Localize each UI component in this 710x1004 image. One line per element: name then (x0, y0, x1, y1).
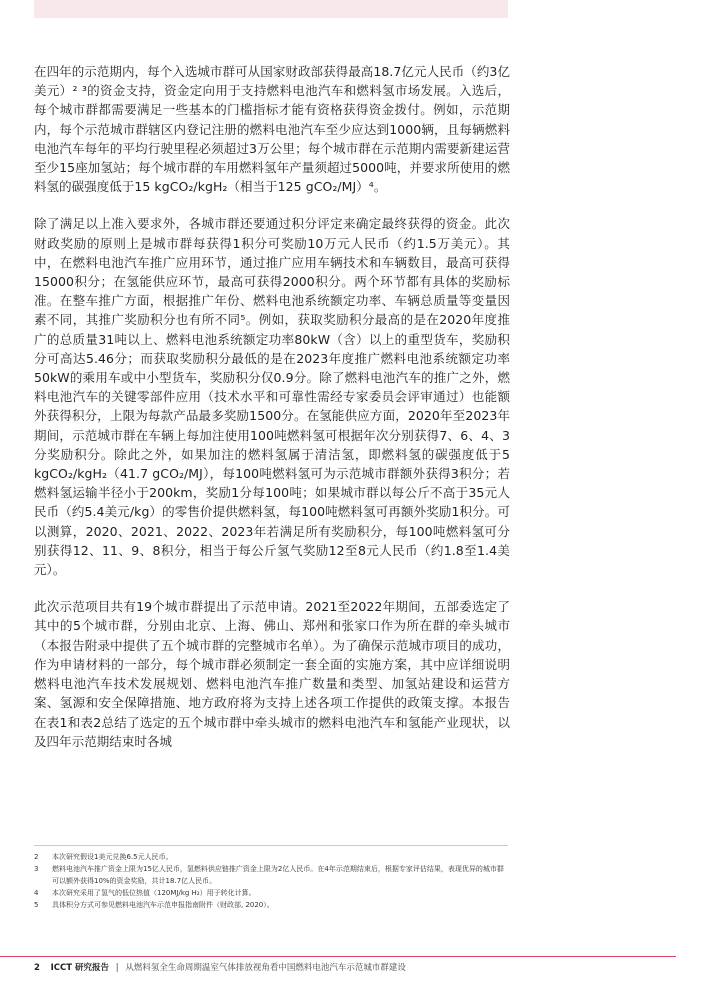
report-title: 从燃料氢全生命周期温室气体排放视角看中国燃料电池汽车示范城市群建设 (125, 963, 406, 973)
footnote-number: 4 (34, 889, 39, 897)
paragraph: 在四年的示范期内，每个入选城市群可从国家财政部获得最高18.7亿元人民币（约3亿美元）² ³的资金支持，资金定向用于支持燃料电池汽车和燃料氢市场发展。入选后，每个城市群都需要满足一些基本的门槛指标才能有资格获得资金拨付。例如，示范期内，每个示范城市群辖区内登记注册的燃料电池汽车至少应达到1000辆，且每辆燃料电池汽车每年的平均行驶里程必须超过3万公里；每个城市群在示范期内需要新建运营至少15座加氢站；每个城市群的车用燃料氢年产量须超过5000吨，并要求所使用的燃料氢的碳强度低于15 kgCO₂/kgH₂（相当于125 gCO₂/MJ）⁴。 (34, 64, 510, 195)
paragraph: 除了满足以上准入要求外，各城市群还要通过积分评定来确定最终获得的资金。此次财政奖励的原则上是城市群每获得1积分可奖励10万元人民币（约1.5万美元）。其中，在燃料电池汽车推广应用环节，通过推广应用车辆技术和车辆数目，最高可获得15000积分；在氢能供应环节，最高可获得2000积分。两个环节都有具体的奖励标准。在整车推广方面，根据推广年份、燃料电池系统额定功率、车辆总质量等变量因素不同，其推广奖励积分也有所不同⁵。例如，获取奖励积分最高的是在2020年度推广的总质量31吨以上、燃料电池系统额定功率80kW（含）以上的重型货车，奖励积分可高达5.46分；而获取奖励积分最低的是在2023年度推广燃料电池系统额定功率50kW的乘用车或中小型货车，奖励积分仅0.9分。除了燃料电池汽车的推广之外，燃料电池汽车的关键零部件应用（技术水平和可靠性需经专家委员会评审通过）也能额外获得积分，上限为每款产品最多奖励1500分。在氢能供应方面，2020年至2023年期间，示范城市群在车辆上每加注使用100吨燃料氢可根据年次分别获得7、6、4、3分奖励积分。除此之外，如果加注的燃料氢属于清洁氢，即燃料氢的碳强度低于5 kgCO₂/kgH₂（41.7 gCO₂/MJ），每100吨燃料氢可为示范城市群额外获得3积分；若燃料氢运输半径小于200km，奖励1分每100吨；如果城市群以每公斤不高于35元人民币（约5.4美元/kg）的零售价提供燃料氢，每100吨燃料氢可再额外奖励1积分。可以测算，2020、2021、2022、2023年若满足所有奖励积分，每100吨燃料氢可分别获得12、11、9、8积分，相当于每公斤氢气奖励12至8元人民币（约1.8至1.4美元）。 (34, 216, 510, 578)
footnote-text: 本次研究采用了氢气的低位热值（120MJ/kg H₂）用于转化计算。 (52, 889, 256, 897)
footnote-text: 燃料电池汽车推广资金上限为15亿人民币，氢燃料供应链推广资金上限为2亿人民币。在4年示范期结束后，根据专家评估结果，表现优异的城市群可以额外获得10%的资金奖励，共计18.7亿人民币。 (52, 865, 504, 885)
report-brand: ICCT 研究报告 (50, 963, 110, 973)
footnote-number: 5 (34, 901, 39, 909)
paragraph: 此次示范项目共有19个城市群提出了示范申请。2021至2022年期间，五部委选定了其中的5个城市群，分别由北京、上海、佛山、郑州和张家口作为所在群的牵头城市（本报告附录中提供了五个城市群的完整城市名单）。为了确保示范城市项目的成功，作为申请材料的一部分，每个城市群必须制定一套全面的实施方案，其中应详细说明燃料电池汽车技术发展规划、燃料电池汽车推广数量和类型、加氢站建设和运营方案、氢源和安全保障措施、地方政府将为支持上述各项工作提供的政策支撑。本报告在表1和表2总结了选定的五个城市群中牵头城市的燃料电池汽车和氢能产业现状，以及四年示范期结束时各城 (34, 599, 510, 749)
footnote-text: 本次研究假设1美元兑换6.5元人民币。 (52, 853, 173, 861)
footer-divider (0, 956, 676, 957)
page-footer (34, 962, 674, 974)
body-text (34, 62, 510, 769)
page-number: 2 (34, 963, 40, 973)
footnote (34, 863, 510, 887)
footnote-number: 3 (34, 865, 39, 873)
footnote (34, 899, 510, 911)
footnote-divider (34, 845, 508, 846)
footnote (34, 887, 510, 899)
footnotes (34, 851, 510, 911)
footnote-number: 2 (34, 853, 39, 861)
footer-separator: | (115, 963, 119, 973)
header-color-band (34, 0, 508, 18)
footnote-text: 具体积分方式可参见燃料电池汽车示范申报指南附件（财政部, 2020）。 (52, 901, 274, 909)
footnote (34, 851, 510, 863)
